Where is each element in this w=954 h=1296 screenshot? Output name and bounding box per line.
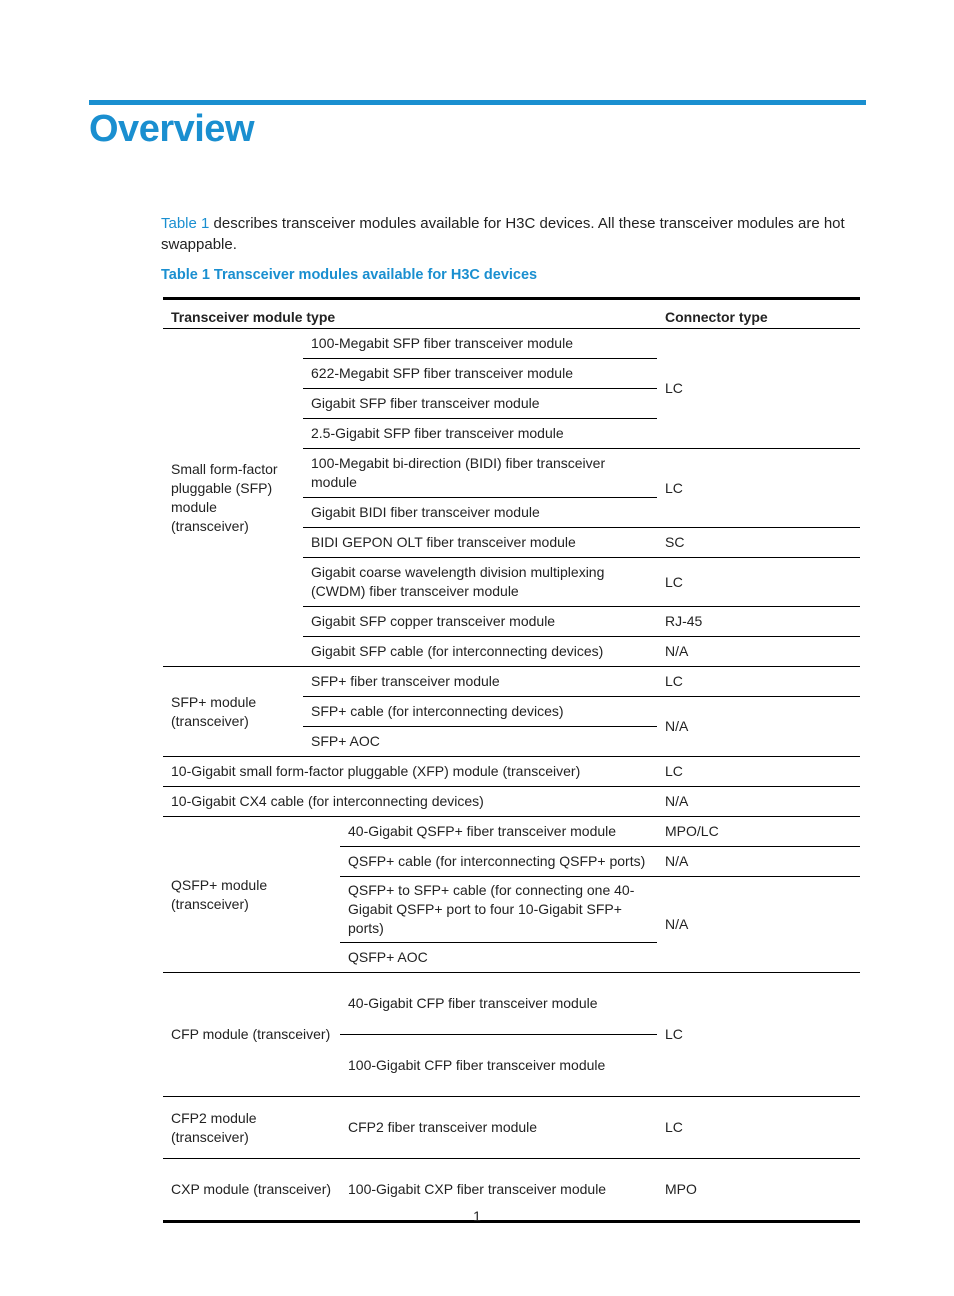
- module-cell: 100-Gigabit CFP fiber transceiver module: [340, 1035, 657, 1097]
- connector-cell: RJ-45: [657, 607, 860, 637]
- module-cell: QSFP+ cable (for interconnecting QSFP+ ports): [340, 847, 657, 877]
- module-cell: Gigabit SFP fiber transceiver module: [303, 389, 657, 419]
- module-cell: 100-Megabit SFP fiber transceiver module: [303, 329, 657, 359]
- connector-cell: LC: [657, 757, 860, 787]
- module-cell: QSFP+ to SFP+ cable (for connecting one 40-Gigabit QSFP+ port to four 10-Gigabit SFP+ ports): [340, 877, 657, 943]
- module-cell: Gigabit BIDI fiber transceiver module: [303, 498, 657, 528]
- table-row: [163, 1097, 860, 1159]
- table-row: [163, 757, 860, 787]
- module-cell: 40-Gigabit CFP fiber transceiver module: [340, 973, 657, 1035]
- header-module-type: Transceiver module type: [163, 299, 657, 329]
- intro-paragraph: [161, 213, 866, 255]
- connector-cell: LC: [657, 973, 860, 1097]
- module-cell: QSFP+ AOC: [340, 943, 657, 973]
- module-cell: SFP+ cable (for interconnecting devices): [303, 697, 657, 727]
- module-cell: BIDI GEPON OLT fiber transceiver module: [303, 528, 657, 558]
- module-cell: CFP2 fiber transceiver module: [340, 1097, 657, 1159]
- table-row: [163, 667, 860, 697]
- connector-cell: LC: [657, 449, 860, 528]
- module-cell: Gigabit SFP copper transceiver module: [303, 607, 657, 637]
- header-connector-type: Connector type: [657, 299, 860, 329]
- table-row: [163, 787, 860, 817]
- table-caption: Table 1 Transceiver modules available for H3C devices: [161, 267, 538, 283]
- group-cell: SFP+ module (transceiver): [163, 667, 303, 757]
- connector-cell: N/A: [657, 637, 860, 667]
- table-row: [163, 973, 860, 1035]
- connector-cell: MPO/LC: [657, 817, 860, 847]
- connector-cell: N/A: [657, 787, 860, 817]
- heading-rule: [89, 100, 866, 105]
- connector-cell: N/A: [657, 847, 860, 877]
- group-cell: CXP module (transceiver): [163, 1159, 340, 1222]
- transceiver-table: [163, 297, 860, 1223]
- table-row: [163, 817, 860, 847]
- connector-cell: N/A: [657, 877, 860, 973]
- group-cell: QSFP+ module (transceiver): [163, 817, 340, 973]
- connector-cell: SC: [657, 528, 860, 558]
- module-cell: Gigabit coarse wavelength division multiplexing (CWDM) fiber transceiver module: [303, 558, 657, 607]
- group-cell: Small form-factor pluggable (SFP) module (transceiver): [163, 329, 303, 667]
- table-reference-link[interactable]: Table 1: [161, 215, 210, 232]
- connector-cell: LC: [657, 329, 860, 449]
- connector-cell: N/A: [657, 697, 860, 757]
- module-cell: 100-Gigabit CXP fiber transceiver module: [340, 1159, 657, 1222]
- module-cell: Gigabit SFP cable (for interconnecting devices): [303, 637, 657, 667]
- connector-cell: LC: [657, 558, 860, 607]
- module-cell: 2.5-Gigabit SFP fiber transceiver module: [303, 419, 657, 449]
- connector-cell: LC: [657, 1097, 860, 1159]
- page-title: Overview: [89, 108, 254, 150]
- module-cell: SFP+ fiber transceiver module: [303, 667, 657, 697]
- group-cell: 10-Gigabit CX4 cable (for interconnecting devices): [163, 787, 657, 817]
- connector-cell: LC: [657, 667, 860, 697]
- intro-text: describes transceiver modules available for H3C devices. All these transceiver modules are hot swappable.: [161, 215, 845, 253]
- group-cell: CFP module (transceiver): [163, 973, 340, 1097]
- group-cell: CFP2 module (transceiver): [163, 1097, 340, 1159]
- connector-cell: MPO: [657, 1159, 860, 1222]
- module-cell: SFP+ AOC: [303, 727, 657, 757]
- module-cell: 622-Megabit SFP fiber transceiver module: [303, 359, 657, 389]
- module-cell: 100-Megabit bi-direction (BIDI) fiber transceiver module: [303, 449, 657, 498]
- group-cell: 10-Gigabit small form-factor pluggable (XFP) module (transceiver): [163, 757, 657, 787]
- module-cell: 40-Gigabit QSFP+ fiber transceiver module: [340, 817, 657, 847]
- page-number: 1: [473, 1208, 481, 1224]
- table-row: [163, 329, 860, 359]
